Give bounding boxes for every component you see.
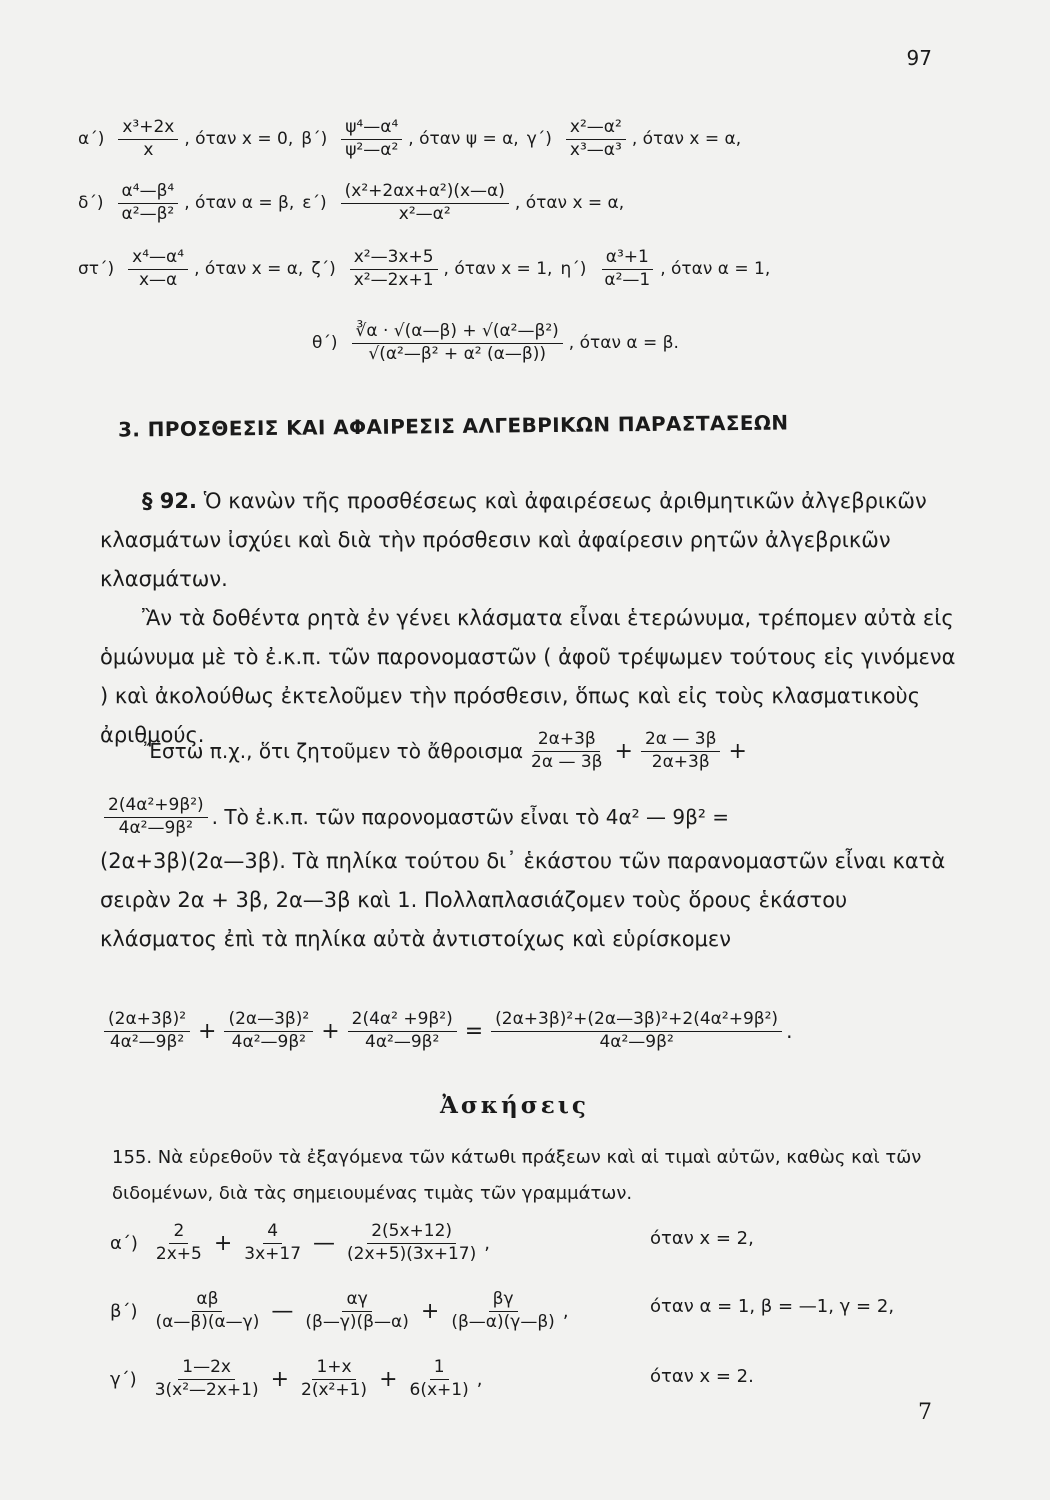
exercise-row-1 (78, 118, 749, 160)
label-155-b: β΄) (110, 1300, 138, 1322)
plus-sign: + (728, 738, 747, 764)
fraction-h: $\frac{\text{α³+1}}{\text{α²—1}}$ (600, 248, 654, 290)
operator: + (420, 1298, 440, 1324)
condition-a: , όταν x = 0, (184, 129, 294, 150)
example-line-2 (100, 796, 729, 838)
operator: — (271, 1298, 294, 1324)
fraction-c: $\frac{\text{x²—α²}}{\text{x³—α³}}$ (566, 118, 626, 160)
condition-e: , όταν x = α, (514, 193, 625, 214)
exercises-title: Ἀσκήσεις (440, 1092, 589, 1119)
label-155-a: α΄) (110, 1232, 138, 1254)
condition-z: , όταν x = 1, (443, 259, 553, 280)
condition-b: , όταν ψ = α, (408, 129, 519, 150)
fraction-d: $\frac{\text{α⁴—β⁴}}{\text{α²—β²}}$ (118, 182, 179, 224)
fraction-a: $\frac{\text{x³+2x}}{x}$ (118, 118, 178, 160)
section-title: 3. ΠΡΟΣΘΕΣΙΣ ΚΑΙ ΑΦΑΙΡΕΣΙΣ ΑΛΓΕΒΡΙΚΩΝ ΠΑΡΑΣΤΑΣΕΩΝ (117, 410, 789, 442)
fraction: $\frac{2}{2x+5}$ (155, 1221, 202, 1264)
paragraph-92-text: Ὁ κανὼν τῆς προσθέσεως καὶ ἀφαιρέσεως ἀριθμητικῶν ἀλγεβρικῶν κλασμάτων ἰσχύει καὶ διὰ τὴν πρόσθεσιν καὶ ἀφαίρεσιν ρητῶν ἀλγεβρικῶν κλασμάτων. (100, 489, 927, 591)
example-intro: Ἔστω π.χ., ὅτι ζητοῦμεν τὸ ἄθροισμα (144, 739, 524, 764)
label-d: δ΄) (78, 193, 104, 214)
fraction: $\frac{1—2x}{\text{3(x²—2x+1)}}$ (154, 1357, 259, 1400)
fraction: $\frac{1+x}{\text{2(x²+1)}}$ (301, 1357, 368, 1400)
fraction: $\frac{2(5x+12)}{(2x+5)(3x+17)}$ (347, 1221, 477, 1264)
label-155-c: γ΄) (110, 1368, 137, 1390)
footer-number: 7 (918, 1400, 932, 1425)
exercise-155-intro: 155. Νὰ εὑρεθοῦν τὰ ἐξαγόμενα τῶν κάτωθι πράξεων καὶ αἱ τιμαὶ αὐτῶν, καθὼς καὶ τῶν διδομένων, διὰ τὰς σημειουμένας τιμὰς τῶν γραμμάτων. (112, 1147, 922, 1204)
label-c: γ΄) (526, 129, 552, 150)
example-result (100, 1010, 792, 1052)
condition-st: , όταν x = α, (194, 259, 304, 280)
operator: + (379, 1366, 398, 1392)
result-fraction-3: $\frac{\text{2(4α² +9β²)}}{\text{4α²—9β²}}$ (348, 1010, 457, 1052)
operator: — (313, 1230, 336, 1256)
fraction-e: $\frac{\text{(x²+2αx+α²)(x—α)}}{\text{x²—α²}}$ (341, 182, 509, 224)
exercise-row-3 (78, 248, 778, 290)
condition-h: , όταν α = 1, (660, 259, 771, 280)
label-e: ε΄) (302, 193, 327, 214)
comma: , (476, 1368, 483, 1390)
label-a: α΄) (78, 129, 105, 150)
operator: + (213, 1230, 233, 1256)
exercise-155-a (110, 1222, 490, 1264)
example-lcm-text: . Τὸ ἐ.κ.π. τῶν παρονομαστῶν εἶναι τὸ 4α² — 9β² = (211, 805, 729, 830)
result-fraction-4: $\frac{\text{(2α+3β)²+(2α—3β)²+2(4α²+9β²)}}{\text{4α²—9β²}}$ (491, 1010, 782, 1052)
condition-c: , όταν x = α, (631, 129, 742, 150)
paragraph-92 (100, 482, 960, 599)
result-period: . (786, 1019, 793, 1044)
label-z: ζ΄) (311, 259, 336, 280)
fraction-th: $\frac{\text{∛α · √(α—β) + √(α²—β²)}}{\text{√(α²—β² + α² (α—β))}}$ (352, 322, 563, 364)
fraction: $\frac{\alpha\gamma}{(\beta—\gamma)(\beta—\alpha)}$ (305, 1289, 409, 1332)
fraction: $\frac{\beta\gamma}{(\beta—\alpha)(\gamma—\beta)}$ (451, 1289, 555, 1332)
exercise-row-2 (78, 182, 632, 224)
comma: , (562, 1300, 569, 1322)
fraction-b: $\frac{\text{ψ⁴—α⁴}}{\text{ψ²—α²}}$ (341, 118, 402, 160)
condition-155-a: όταν x = 2, (650, 1228, 754, 1249)
fraction: $\frac{1}{6(x+1)}$ (409, 1357, 469, 1400)
condition-th: , όταν α = β. (568, 333, 679, 354)
fraction-z: $\frac{\text{x²—3x+5}}{\text{x²—2x+1}}$ (350, 248, 438, 290)
paragraph-rule: Ἂν τὰ δοθέντα ρητὰ ἐν γένει κλάσματα εἶναι ἑτερώνυμα, τρέπομεν αὐτὰ εἰς ὁμώνυμα μὲ τὸ ἐ.κ.π. τῶν παρονομαστῶν ( ἀφοῦ τρέψωμεν τούτους εἰς γινόμενα ) καὶ ἀκολούθως ἐκτελοῦμεν τὴν πρόσθεσιν, ὅπως καὶ εἰς τοὺς κλασματικοὺς ἀριθμούς. (100, 606, 956, 747)
comma: , (484, 1232, 490, 1254)
equals-sign: = (464, 1018, 484, 1044)
result-fraction-2: $\frac{\text{(2α—3β)²}}{\text{4α²—9β²}}$ (224, 1010, 313, 1052)
label-st: στ΄) (78, 259, 115, 280)
example-fraction-3: $\frac{\text{2(4α²+9β²)}}{\text{4α²—9β²}}$ (104, 796, 208, 838)
exercise-155-b (110, 1290, 569, 1332)
plus-sign: + (321, 1018, 340, 1044)
operator: + (270, 1366, 290, 1392)
example-continuation: (2α+3β)(2α—3β). Τὰ πηλίκα τούτου δι᾽ ἑκάστου τῶν παρανομαστῶν εἶναι κατὰ σειρὰν 2α + 3β, 2α—3β καὶ 1. Πολλαπλασιάζομεν τοὺς ὅρους ἑκάστου κλάσματος ἐπὶ τὰ πηλίκα αὐτὰ ἀντιστοίχως καὶ εὑρίσκομεν (100, 849, 946, 951)
result-fraction-1: $\frac{\text{(2α+3β)²}}{\text{4α²—9β²}}$ (104, 1010, 190, 1052)
fraction: $\frac{4}{3x+17}$ (244, 1221, 302, 1264)
label-b: β΄) (301, 129, 328, 150)
exercise-155-c (110, 1358, 482, 1400)
page-number: 97 (906, 46, 932, 70)
condition-155-c: όταν x = 2. (650, 1366, 754, 1387)
condition-155-b: όταν α = 1, β = —1, γ = 2, (650, 1296, 895, 1317)
label-h: η΄) (560, 259, 587, 280)
plus-sign: + (198, 1018, 217, 1044)
label-th: θ΄) (312, 333, 338, 354)
fraction: $\frac{\alpha\beta}{(\alpha—\beta)(\alpha—\gamma)}$ (155, 1289, 260, 1332)
fraction-st: $\frac{\text{x⁴—α⁴}}{x—\alpha}$ (128, 248, 188, 290)
section-mark: § 92. (142, 489, 198, 513)
plus-sign: + (614, 738, 633, 764)
example-fraction-2: $\frac{2\alpha — 3\beta}{2\alpha+3\beta}$ (641, 730, 721, 772)
condition-d: , όταν α = β, (184, 193, 295, 214)
exercise-row-4 (312, 322, 687, 364)
example-line-1 (144, 730, 751, 772)
example-fraction-1: $\frac{2\alpha+3\beta}{2\alpha — 3\beta}$ (531, 729, 603, 772)
